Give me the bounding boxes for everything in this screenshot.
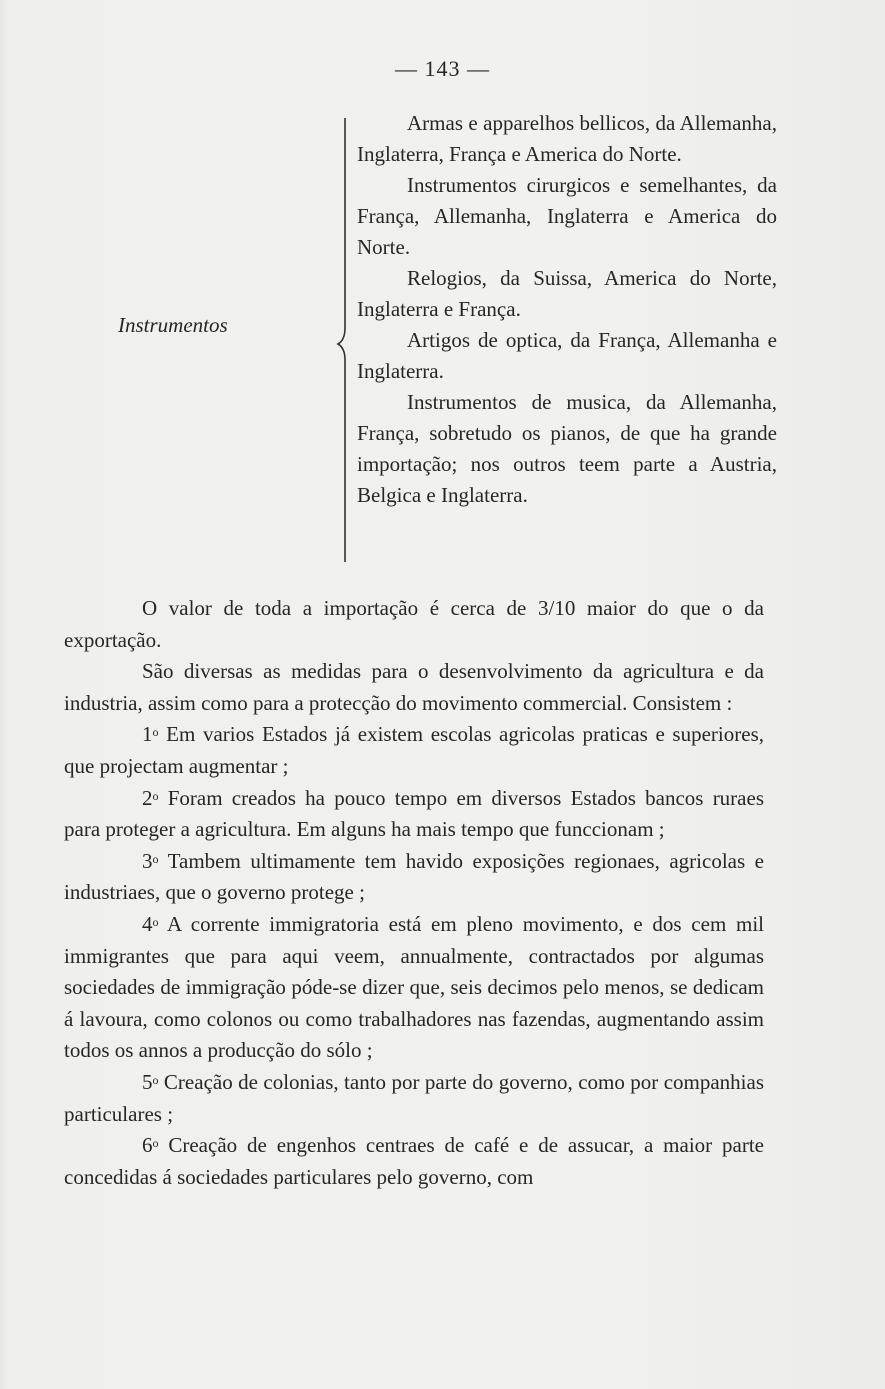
instrument-item-cirurgicos: Instrumentos cirurgicos e semelhantes, da França, Allemanha, Inglaterra e America do Norte. xyxy=(357,173,777,259)
measure-number: 4 xyxy=(142,911,153,936)
measure-number: 2 xyxy=(142,785,153,810)
body-text xyxy=(64,593,764,1193)
ordinal-mark: o xyxy=(152,788,159,803)
ordinal-mark: o xyxy=(152,1072,159,1087)
measure-item xyxy=(64,909,764,1067)
measure-item xyxy=(64,719,764,782)
measure-text: Creação de engenhos centraes de café e de assucar, a maior parte concedidas á sociedades particulares pelo governo, com xyxy=(64,1133,764,1189)
instrument-item-optica: Artigos de optica, da França, Allemanha e Inglaterra. xyxy=(357,328,777,383)
measure-item xyxy=(64,1130,764,1193)
instrument-item-relogios: Relogios, da Suissa, America do Norte, Inglaterra e França. xyxy=(357,266,777,321)
measure-item xyxy=(64,1067,764,1130)
measure-text: A corrente immigratoria está em pleno movimento, e dos cem mil immigrantes que para aqui veem, annualmente, contractados por algumas sociedades de immigração póde-se dizer que, seis decimos pelo menos, se dedicam á lavoura, como colonos ou como trabalhadores nas fazendas, augmentando assim todos os annos a producção do sólo ; xyxy=(64,911,764,1063)
paragraph-valor: O valor de toda a importação é cerca de 3/10 maior do que o da exportação. xyxy=(64,596,764,652)
measure-item xyxy=(64,783,764,846)
ordinal-mark: o xyxy=(152,1136,159,1151)
measure-text: Creação de colonias, tanto por parte do governo, como por companhias particulares ; xyxy=(64,1069,764,1126)
measure-text: Tambem ultimamente tem havido exposições regionaes, agricolas e industriaes, que o governo protege ; xyxy=(64,848,764,905)
measure-item xyxy=(64,846,764,909)
ordinal-mark: o xyxy=(152,914,159,929)
side-label-instrumentos: Instrumentos xyxy=(118,313,228,337)
measure-number: 3 xyxy=(142,848,153,873)
paragraph-medidas: São diversas as medidas para o desenvolvimento da agricultura e da industria, assim como para a protecção do movimento commercial. Consistem : xyxy=(64,659,764,715)
measure-number: 6 xyxy=(142,1133,153,1158)
measure-number: 5 xyxy=(142,1069,153,1094)
instrument-list xyxy=(357,108,777,511)
ordinal-mark: o xyxy=(152,851,159,866)
measure-number: 1 xyxy=(142,722,153,747)
curly-brace xyxy=(335,118,351,562)
instrument-item-musica: Instrumentos de musica, da Allemanha, França, sobretudo os pianos, de que ha grande importação; nos outros teem parte a Austria, Belgica e Inglaterra. xyxy=(357,390,777,507)
instrument-item-armas: Armas e apparelhos bellicos, da Allemanha, Inglaterra, França e America do Norte. xyxy=(357,111,777,166)
ordinal-mark: o xyxy=(152,725,159,740)
measure-text: Em varios Estados já existem escolas agricolas praticas e superiores, que projectam augmentar ; xyxy=(64,722,764,778)
measure-text: Foram creados ha pouco tempo em diversos Estados bancos ruraes para proteger a agricultura. Em alguns ha mais tempo que funccionam ; xyxy=(64,785,764,842)
page-number: — 143 — xyxy=(395,56,490,81)
